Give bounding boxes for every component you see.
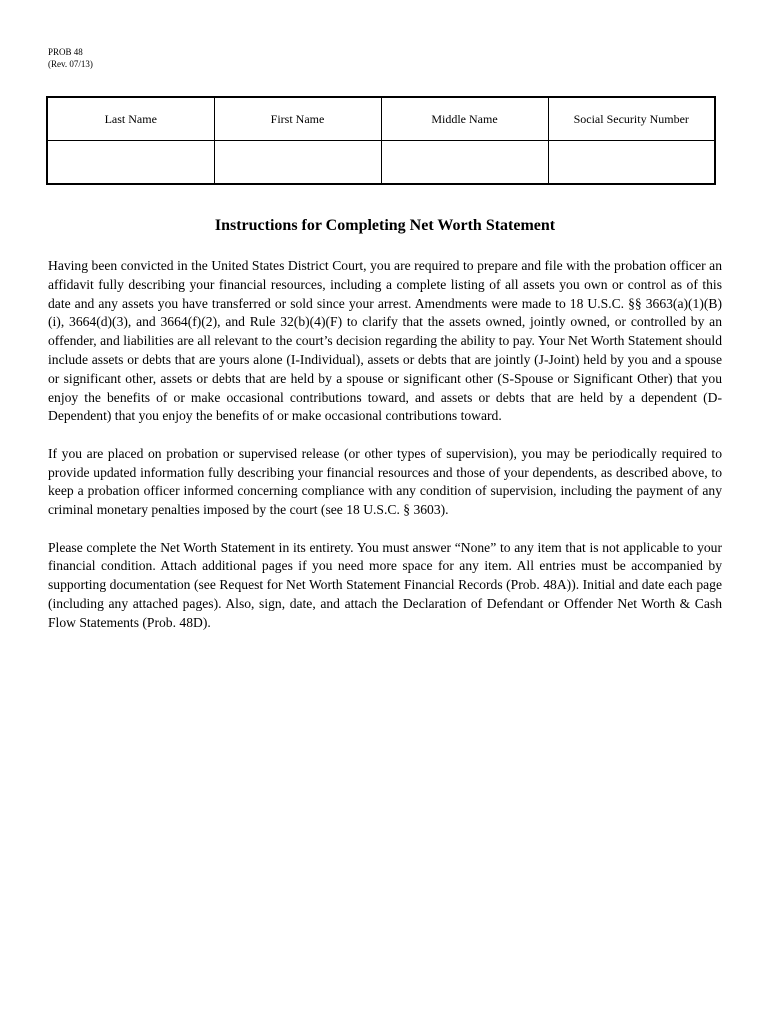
instructions-body bbox=[48, 257, 722, 651]
middle-name-header: Middle Name bbox=[381, 97, 548, 141]
page-title: Instructions for Completing Net Worth Statement bbox=[214, 217, 556, 234]
form-revision: (Rev. 07/13) bbox=[48, 59, 93, 69]
first-name-header: First Name bbox=[214, 97, 381, 141]
first-name-field[interactable] bbox=[214, 141, 381, 185]
form-identifier bbox=[48, 46, 93, 70]
name-table bbox=[46, 96, 716, 185]
ssn-header: Social Security Number bbox=[548, 97, 715, 141]
last-name-field[interactable] bbox=[47, 141, 214, 185]
form-number: PROB 48 bbox=[48, 47, 83, 57]
name-table-entry-row bbox=[47, 141, 715, 185]
paragraph-conviction: Having been convicted in the United States District Court, you are required to prepare and file with the probation officer an affidavit fully describing your financial resources, including a complete listing of all assets you own or control as of this date and any assets you have transferred or sold since your arrest. Amendments were made to 18 U.S.C. §§ 3663(a)(1)(B)(i), 3664(d)(3), and 3664(f)(2), and Rule 32(b)(4)(F) to clarify that the assets owned, jointly owned, or controlled by an offender, and liabilities are all relevant to the court’s decision regarding the ability to pay. Your Net Worth Statement should include assets or debts that are yours alone (I-Individual), assets or debts that are jointly (J-Joint) held by you and a spouse or significant other, assets or debts that are held by a spouse or significant other (S-Spouse or Significant Other) that you enjoy the benefits of or make occasional contributions toward, and assets or debts that are held by a dependent (D-Dependent) that you enjoy the benefits of or make occasional contributions toward. bbox=[48, 258, 722, 424]
paragraph-completion: Please complete the Net Worth Statement in its entirety. You must answer “None” to any item that is not applicable to your financial condition. Attach additional pages if you need more space for any item. All entries must be accompanied by supporting documentation (see Request for Net Worth Statement Financial Records (Prob. 48A)). Initial and date each page (including any attached pages). Also, sign, date, and attach the Declaration of Defendant or Offender Net Worth & Cash Flow Statements (Prob. 48D). bbox=[48, 539, 722, 630]
last-name-header: Last Name bbox=[47, 97, 214, 141]
name-table-header-row bbox=[47, 97, 715, 141]
middle-name-field[interactable] bbox=[381, 141, 548, 185]
paragraph-supervision: If you are placed on probation or supervised release (or other types of supervision), you may be periodically required to provide updated information fully describing your financial resources and those of your dependents, as described above, to keep a probation officer informed concerning compliance with any condition of supervision, including the payment of any criminal monetary penalties imposed by the court (see 18 U.S.C. § 3603). bbox=[48, 445, 722, 518]
ssn-field[interactable] bbox=[548, 141, 715, 185]
